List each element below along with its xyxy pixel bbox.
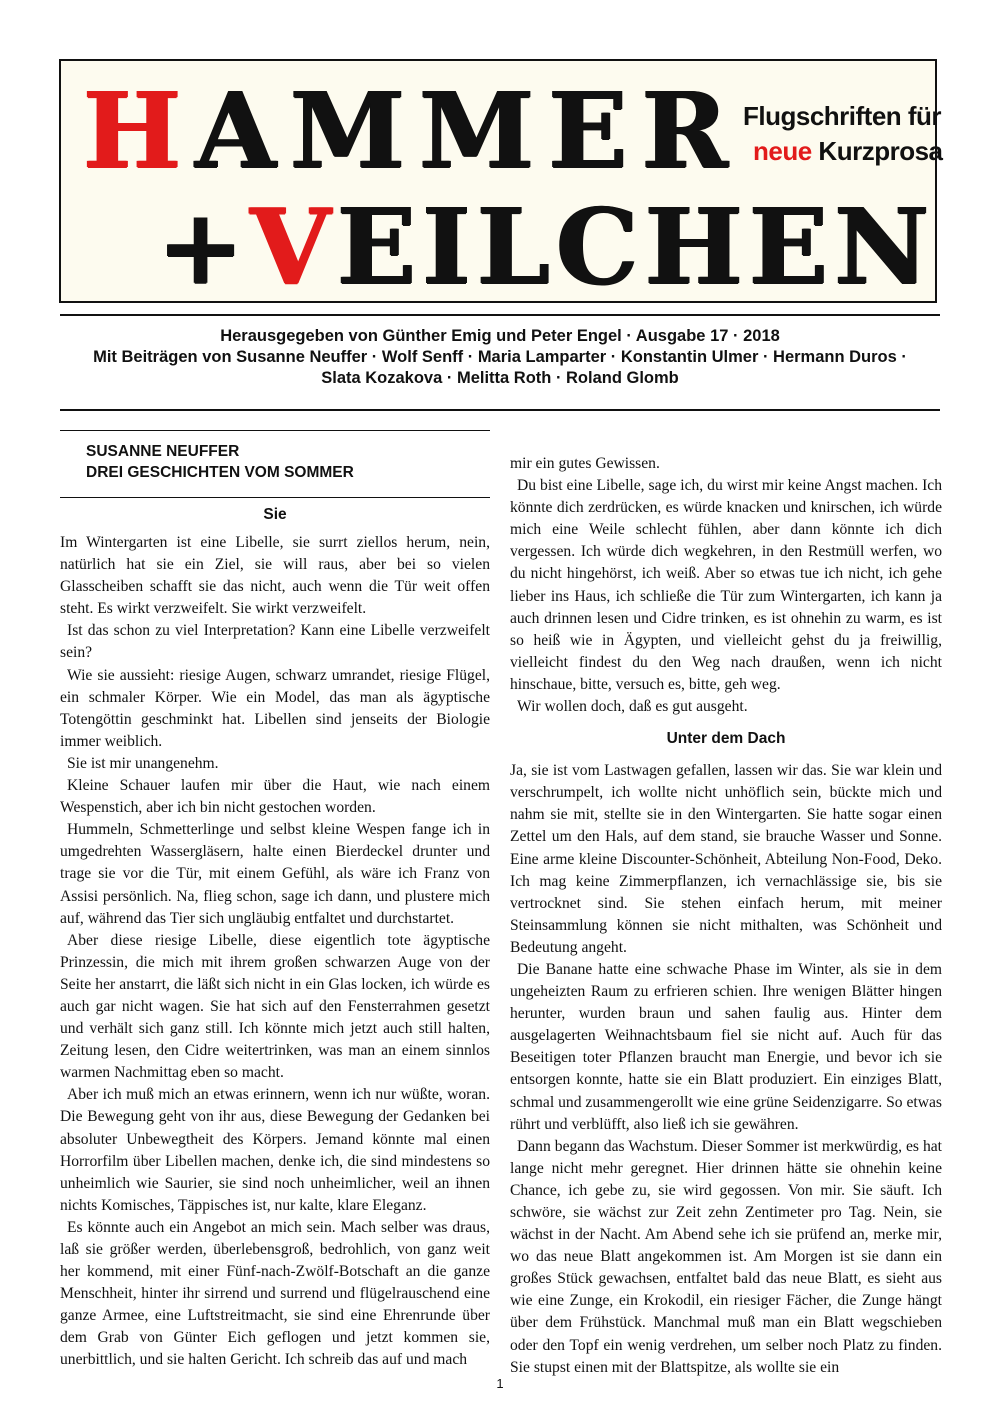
paragraph: Die Banane hatte eine schwache Phase im Winter, als sie in dem ungeheizten Raum zu erfrieren schien. Ihre wenigen Blätter hingen herunter, wurden braun und sahen faulig aus. Hinter dem ausgelagerten Weihnachtsbaum fiel sie nicht auf. Auch für das Beseitigen toter Pflanzen braucht man Energie, und bevor ich sie entsorgen konnte, hatte sie ein Blatt produziert. Ein einziges Blatt, schmal und zusammengerollt wie eine grüne Seidenzigarre. So etwas rührt und verblüfft, also ließ ich sie gewähren. bbox=[510, 960, 942, 1133]
paragraph: Kleine Schauer laufen mir über die Haut, wie nach einem Wespenstich, aber ich bin nicht gestochen worden. bbox=[60, 777, 490, 817]
paragraph: Aber diese riesige Libelle, diese eigentlich tote ägyptische Prinzessin, die mich mit ihrem großen schwarzen Auge von der Seite her anstarrt, die läßt sich nicht in ein Glas locken, ich würde es auch gar nicht wagen. Sie hat sich auf den Fensterrahmen gesetzt und verhält sich ganz still. Ich könnte mich jetzt auch still halten, Zeitung lesen, den Cidre weitertrinken, was man an einem sinnlos warmen Nachmittag eben so macht. bbox=[60, 931, 490, 1082]
masthead bbox=[59, 59, 943, 308]
credits-contributors-1: Mit Beiträgen von Susanne Neuffer · Wolf Senff · Maria Lamparter · Konstantin Ulmer · Hermann Duros · bbox=[93, 348, 907, 366]
credits bbox=[60, 326, 940, 389]
masthead-tagline-line1: Flugschriften für bbox=[743, 101, 942, 131]
masthead-title-veilchen: +VEILCHEN bbox=[157, 185, 936, 308]
paragraph: Du bist eine Libelle, sage ich, du wirst mir keine Angst machen. Ich könnte dich zerdrücken, es würde knacken und knirschen, ich würde mich eine Weile schlecht fühlen, aber dann könnte ich dich vergessen. Ich würde dich wegkehren, in den Restmüll werfen, wo du nicht hingehörst, ich weiß. Aber so etwas tue ich nicht, ich gehe lieber ins Haus, ich schließe die Tür zum Wintergarten, ich kann ja auch drinnen lesen und Cidre trinken, es ist ohnehin zu warm, es ist so heiß wie in Ägypten, und vielleicht gehst du ja freiwillig, vielleicht findest du den Weg nach draußen, wenn ich nicht hinschaue, bitte, versuch es, bitte, geh weg. bbox=[510, 477, 942, 693]
article-author: SUSANNE NEUFFER bbox=[86, 443, 240, 460]
article-header bbox=[60, 431, 490, 491]
right-column bbox=[510, 453, 942, 1379]
paragraph: Wie sie aussieht: riesige Augen, schwarz umrandet, riesige Flügel, ein schmaler Körper. Wie ein Model, das man als ägyptische Totengöttin geschminkt hat. Libellen sind jenseits der Biologie immer weiblich. bbox=[60, 666, 490, 750]
paragraph: Sie ist mir unangenehm. bbox=[67, 754, 219, 772]
masthead-title-hammer: HAMMER bbox=[83, 69, 742, 192]
header-top-rule bbox=[60, 314, 940, 316]
paragraph: Aber ich muß mich an etwas erinnern, wenn ich nur wüßte, woran. Die Bewegung geht von ihr aus, diese Bewegung der Gedanken bei absoluter Unbewegtheit des Körpers. Jemand könnte mal einen Horrorfilm über Libellen machen, denke ich, die sind mindestens so unheimlich wie Saurier, sie sind noch unheimlicher, weil an ihnen nichts Komisches, Täppisches ist, nur kalte, klare Eleganz. bbox=[60, 1086, 490, 1214]
author-top-rule bbox=[60, 430, 490, 431]
paragraph: Hummeln, Schmetterlinge und selbst kleine Wespen fange ich in umgedrehten Wassergläsern, halte einen Bierdeckel drunter und trage sie vor die Tür, mit einem Gefühl, als wäre ich Franz von Assisi persönlich. Na, flieg schon, sage ich dann, und plustere mich auf, während das Tier sich ungläubig entfaltet und durchstartet. bbox=[60, 821, 490, 927]
paragraph: Ist das schon zu viel Interpretation? Kann eine Libelle verzweifelt sein? bbox=[60, 622, 490, 662]
masthead-tagline-line2: neue Kurzprosa bbox=[753, 136, 943, 166]
section-title-unter-dem-dach: Unter dem Dach bbox=[666, 730, 786, 748]
author-bottom-rule bbox=[60, 497, 490, 498]
credits-editors: Herausgegeben von Günther Emig und Peter Engel · Ausgabe 17 · 2018 bbox=[220, 327, 780, 345]
left-column bbox=[60, 430, 490, 1372]
paragraph: Im Wintergarten ist eine Libelle, sie surrt ziellos herum, nein, natürlich hat sie ein Ziel, sie will raus, aber bei so vielen Glasscheiben schafft sie das nicht, auch wenn die Tür weit offen steht. Es wirkt verzweifelt. Sie wirkt verzweifelt. bbox=[60, 534, 490, 618]
article-title: DREI GESCHICHTEN VOM SOMMER bbox=[86, 464, 354, 481]
paragraph: Dann begann das Wachstum. Dieser Sommer ist merkwürdig, es hat lange nicht mehr geregnet. Hier drinnen hätte sie ohnehin keine Chance, ich gebe zu, sie wird gegossen. Von mir. Sie säuft. Ich schwöre, sie wächst zur Zeit zehn Zentimeter pro Tag. Nein, sie wächst in der Nacht. Am Abend sehe ich sie prüfend an, merke mir, wo das neue Blatt angekommen ist. Am Morgen ist sie dann ein großes Stück gewachsen, entfaltet bald das neue Blatt, es sieht aus wie eine Zunge, ein Krokodil, ein riesiger Fächer, die Zunge hängt über dem Frühstück. Manchmal muß man ein Blatt wegschieben oder den Topf ein wenig verdrehen, um selber noch Platz zu finden. Sie stupst einen mit der Blattspitze, als wollte sie ein bbox=[510, 1137, 942, 1376]
paragraph: Es könnte auch ein Angebot an mich sein. Mach selber was draus, laß sie größer werden, überlebensgroß, bedrohlich, von ganz weit her kommend, mit einer Fünf-nach-Zwölf-Botschaft an die ganze Menschheit, hinter ihr sirrend und surrend und flügelrauschend eine ganze Armee, eine Luftstreitmacht, sie sind eine Ehrenrunde über dem Grab von Günter Eich geflogen und jetzt kommen sie, unerbittlich, und sie halten Gericht. Ich schreib das auf und mach bbox=[60, 1218, 490, 1369]
header-bottom-rule bbox=[60, 409, 940, 411]
section-title-sie: Sie bbox=[263, 506, 287, 523]
paragraph: Ja, sie ist vom Lastwagen gefallen, lassen wir das. Sie war klein und verschrumpelt, ich wollte nicht unhöflich sein, bückte mich und nahm sie mit, stellte sie in den Wintergarten. Sie hatte sogar einen Zettel um den Hals, auf dem stand, sie brauche Wasser und Sonne. Eine arme kleine Discounter-Schönheit, Abteilung Non-Food, Deko. Ich mag keine Zimmerpflanzen, ich vernachlässige sie, bis sie vertrocknet sind. Sie stehen einfach herum, mit meiner Steinsammlung können sie nicht mithalten, was Schönheit und Bedeutung angeht. bbox=[510, 762, 942, 956]
paragraph: Wir wollen doch, daß es gut ausgeht. bbox=[517, 698, 748, 716]
credits-contributors-2: Slata Kozakova · Melitta Roth · Roland Glomb bbox=[321, 369, 679, 387]
page-number: 1 bbox=[496, 1376, 504, 1391]
paragraph: mir ein gutes Gewissen. bbox=[510, 455, 660, 472]
